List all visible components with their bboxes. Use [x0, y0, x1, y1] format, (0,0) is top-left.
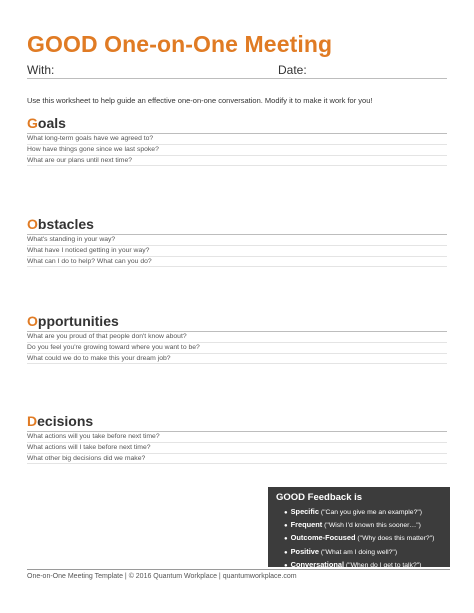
question-line: What can I do to help? What can you do?	[27, 257, 447, 268]
section-decisions	[27, 413, 447, 464]
section-opportunities	[27, 313, 447, 364]
feedback-item-label: Conversational	[290, 559, 345, 569]
section-heading-initial: G	[27, 115, 38, 131]
feedback-item-label: Outcome-Focused	[290, 533, 356, 543]
section-heading-initial: O	[27, 313, 38, 329]
date-label: Date:	[278, 63, 307, 77]
feedback-title: GOOD Feedback is	[276, 492, 363, 503]
question-line: What are you proud of that people don't know about?	[27, 332, 447, 343]
page-title: GOOD One-on-One Meeting	[27, 31, 333, 57]
question-line: What could we do to make this your dream job?	[27, 354, 447, 365]
section-heading-rest: pportunities	[37, 313, 119, 329]
footer-text: One-on-One Meeting Template | © 2016 Quantum Workplace | quantumworkplace.com	[27, 573, 297, 580]
feedback-item	[276, 519, 442, 532]
question-line: How have things gone since we last spoke?	[27, 145, 447, 156]
feedback-item-example: ("What am I doing well?")	[320, 548, 398, 556]
section-heading-rest: oals	[37, 115, 66, 131]
bullet-icon: ●	[284, 549, 288, 556]
section-heading	[27, 115, 447, 134]
feedback-item-label: Frequent	[290, 520, 323, 530]
bullet-icon: ●	[284, 523, 288, 530]
feedback-item	[276, 546, 442, 559]
question-line: What other big decisions did we make?	[27, 454, 447, 465]
feedback-item-label: Specific	[290, 507, 319, 516]
question-line: What long-term goals have we agreed to?	[27, 134, 447, 145]
feedback-item-example: ("Why does this matter?")	[357, 535, 435, 543]
intro-text: Use this worksheet to help guide an effective one-on-one conversation. Modify it to make it work for you!	[27, 96, 373, 105]
feedback-item	[276, 532, 442, 545]
feedback-item-example: ("When do I get to talk?")	[345, 561, 422, 569]
section-heading-rest: ecisions	[37, 413, 94, 429]
question-line: What are our plans until next time?	[27, 156, 447, 167]
section-obstacles	[27, 216, 447, 267]
question-line: What's standing in your way?	[27, 235, 447, 246]
bullet-icon: ●	[284, 510, 288, 516]
feedback-item-label: Positive	[290, 546, 319, 556]
section-goals	[27, 115, 447, 166]
feedback-item-example: ("Wish I'd known this sooner…")	[324, 522, 421, 530]
section-heading	[27, 413, 447, 432]
feedback-item	[276, 559, 442, 572]
section-heading-initial: O	[27, 216, 38, 232]
with-date-line	[27, 63, 447, 79]
question-line: Do you feel you're growing toward where you want to be?	[27, 343, 447, 354]
with-label: With:	[27, 63, 55, 77]
feedback-item-example: ("Can you give me an example?")	[320, 509, 423, 516]
question-line: What have I noticed getting in your way?	[27, 246, 447, 257]
question-line: What actions will I take before next time?	[27, 443, 447, 454]
section-heading-initial: D	[27, 413, 38, 429]
section-heading-rest: bstacles	[37, 216, 94, 232]
section-heading	[27, 216, 447, 235]
footer-divider	[27, 569, 450, 570]
feedback-item	[276, 506, 442, 519]
feedback-box	[268, 487, 450, 567]
section-heading	[27, 313, 447, 332]
question-line: What actions will you take before next time?	[27, 432, 447, 443]
bullet-icon: ●	[284, 536, 288, 543]
bullet-icon: ●	[284, 562, 288, 569]
